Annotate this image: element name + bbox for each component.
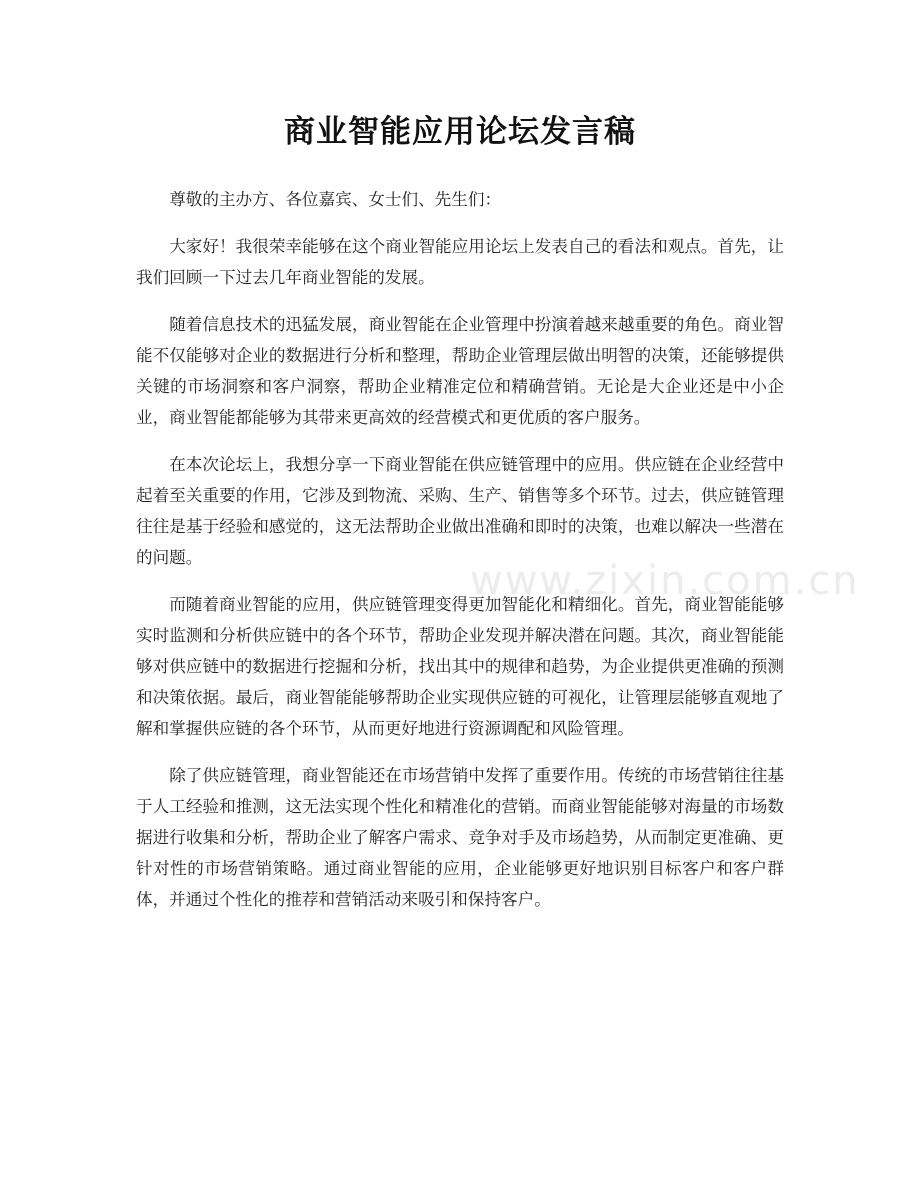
paragraph-marketing: 除了供应链管理，商业智能还在市场营销中发挥了重要作用。传统的市场营销往往基于人工经验和推测，这无法实现个性化和精准化的营销。而商业智能能够对海量的市场数据进行收集和分析，帮助企业了解客户需求、竞争对手及市场趋势，从而制定更准确、更针对性的市场营销策略。通过商业智能的应用，企业能够更好地识别目标客户和客户群体，并通过个性化的推荐和营销活动来吸引和保持客户。 [136, 766, 784, 909]
document-body [136, 184, 784, 931]
paragraph-greeting: 大家好！我很荣幸能够在这个商业智能应用论坛上发表自己的看法和观点。首先，让我们回顾一下过去几年商业智能的发展。 [136, 237, 784, 287]
watermark: www.zixin.com.cn [470, 558, 860, 604]
paragraph-supply-chain-intro: 在本次论坛上，我想分享一下商业智能在供应链管理中的应用。供应链在企业经营中起着至关重要的作用，它涉及到物流、采购、生产、销售等多个环节。过去，供应链管理往往是基于经验和感觉的，这无法帮助企业做出准确和即时的决策，也难以解决一些潜在的问题。 [136, 455, 784, 567]
paragraph-bi-development: 随着信息技术的迅猛发展，商业智能在企业管理中扮演着越来越重要的角色。商业智能不仅能够对企业的数据进行分析和整理，帮助企业管理层做出明智的决策，还能够提供关键的市场洞察和客户洞察，帮助企业精准定位和精确营销。无论是大企业还是中小企业，商业智能都能够为其带来更高效的经营模式和更优质的客户服务。 [136, 315, 784, 427]
paragraph-supply-chain-bi: 而随着商业智能的应用，供应链管理变得更加智能化和精细化。首先，商业智能能够实时监测和分析供应链中的各个环节，帮助企业发现并解决潜在问题。其次，商业智能能够对供应链中的数据进行挖掘和分析，找出其中的规律和趋势，为企业提供更准确的预测和决策依据。最后，商业智能能够帮助企业实现供应链的可视化，让管理层能够直观地了解和掌握供应链的各个环节，从而更好地进行资源调配和风险管理。 [136, 595, 784, 738]
paragraph-salutation: 尊敬的主办方、各位嘉宾、女士们、先生们： [169, 190, 502, 209]
document-title: 商业智能应用论坛发言稿 [284, 114, 636, 150]
